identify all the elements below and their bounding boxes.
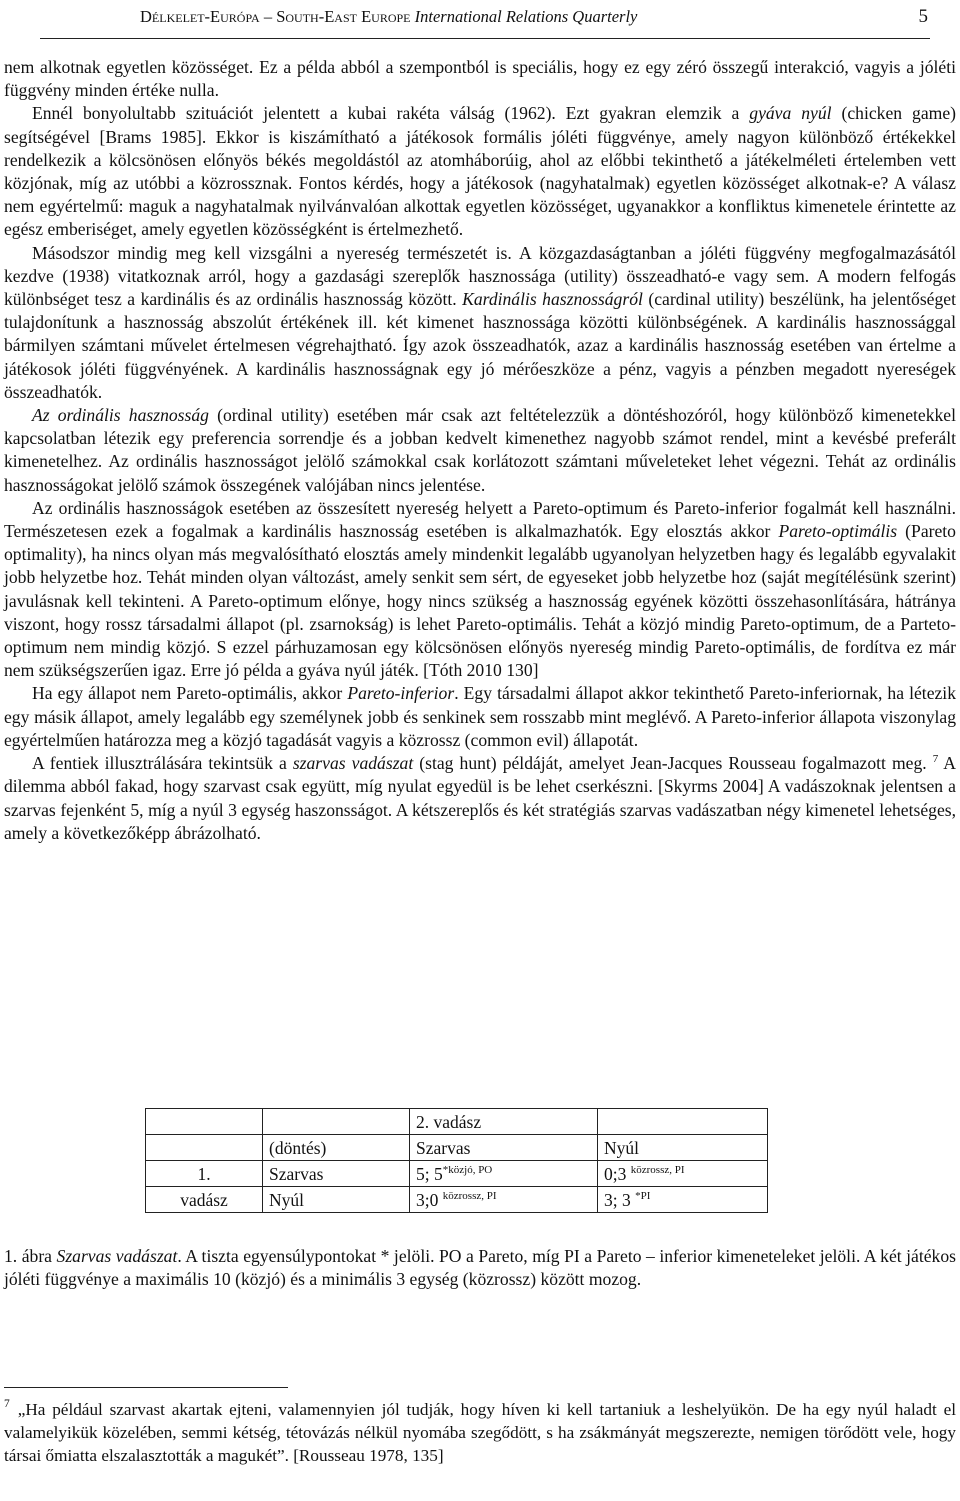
column-player-label: 2. vadász [410, 1109, 598, 1135]
table-cell: Szarvas [263, 1161, 410, 1187]
figure-caption: 1. ábra Szarvas vadászat. A tiszta egyensúlypontokat * jelöli. PO a Pareto, míg PI a Pareto – inferior kimeneteleket jelöli. A két játékos jóléti függvénye a maximális 10 (közjó) és a minimális 3 egység (közrossz) között mozog. [4, 1246, 956, 1290]
footnote-ref[interactable]: 7 [932, 753, 939, 766]
paragraph: Ennél bonyolultabb szituációt jelentett a kubai rakéta válság (1962). Ezt gyakran elemzik a gyáva nyúl (chicken game) segítségével [Brams 1985]. Ekkor is kiszámítható a játékosok formális jóléti függvénye, amely nagyon különböző értékekkel rendelkezik a kölcsönösen előnyös békés megoldástól az atomháborúig, ahol az előbbi tekinthető a játékelméleti értelemben vett közjónak, míg az utóbbi a közrossznak. Fontos kérdés, hogy a játékosok (nagyhatalmak) egyetlen közösséget alkotnak-e? A válasz nem egyértelmű: maguk a nagyhatalmak nyilvánvalóan alkottak egyetlen közösséget, ugyanakkor a konfliktus kimenetele érintette az egész emberiséget, amely egyetlen közösségként is értelmezhető. [4, 103, 957, 240]
table-row [146, 1161, 768, 1187]
footnote-separator [4, 1387, 288, 1388]
table-cell: (döntés) [263, 1135, 410, 1161]
paragraph: Az ordinális hasznosság (ordinal utility) esetében már csak azt feltételezzük a döntéshozóról, hogy különböző kimenetekkel kapcsolatban létezik egy preferencia sorrendje és a jobban kedvelt kimenethez nagyobb számot rendel, mint a kevésbé preferált kimenetelhez. Az ordinális hasznosságot jelölő számokkal csak korlátozott számtani műveleteket lehet végezni. Tehát az ordinális hasznosságokat jelölő számok összegének valójában nincs jelentése. [4, 405, 956, 495]
payoff-cell: 3;0 $^{közrossz, PI}$ [410, 1187, 598, 1213]
table-row [146, 1135, 768, 1161]
payoff-cell: 5; $5^{*közjó, PO}$ [410, 1161, 598, 1187]
table-cell: Nyúl [263, 1187, 410, 1213]
running-header [40, 4, 930, 39]
paragraph: Ha egy állapot nem Pareto-optimális, akkor Pareto-inferior. Egy társadalmi állapot akkor tekinthető Pareto-inferiornak, ha létezik egy másik állapot, amely legalább egy személynek jobb és senkinek sem rosszabb mint meglévő. A Pareto-inferior állapota viszonylag egyértelműen határozza meg a közjó tagadását vagyis a közrossz (common evil) állapotát. [4, 683, 956, 750]
row-player-label: 1. [146, 1161, 263, 1187]
body-text [4, 56, 956, 845]
row-player-label: vadász [146, 1187, 263, 1213]
footnote-number: 7 [4, 1398, 10, 1410]
payoff-cell: 3; 3 $^{*PI}$ [598, 1187, 768, 1213]
footnote: $^7$ „Ha például szarvast akartak ejteni, valamennyien jól tudják, hogy híven ki kell tartaniuk a leshelyükön. De ha egy nyúl haladt el valamelyikük közelében, semmi kétség, tétovázás nélkül nyomába szegődött, s ha zsákmányát megszerezte, nemigen törődött vele, hogy társai őmiatta elszalasztották a magukét”. [Rousseau 1978, 135] [4, 1398, 956, 1465]
paragraph: A fentiek illusztrálására tekintsük a szarvas vadászat (stag hunt) példáját, amelyet Jean-Jacques Rousseau fogalmazott meg. $^7$ A dilemma abból fakad, hogy szarvast csak együtt, míg nyulat egyedül is be lehet cserkészni. [Skyrms 2004] A vadászoknak jelentsen a szarvas fejenként 5, míg a nyúl 3 egység haszonsságot. A kétszereplős és két stratégiás szarvas vadászatban négy kimenetel lehetséges, amely a következőképp ábrázolható. [4, 753, 956, 843]
payoff-cell: 0;3 $^{közrossz, PI}$ [598, 1161, 768, 1187]
table-cell: Szarvas [410, 1135, 598, 1161]
table-row [146, 1109, 768, 1135]
table-row [146, 1187, 768, 1213]
stag-hunt-table [145, 1108, 768, 1213]
paragraph: nem alkotnak egyetlen közösséget. Ez a példa abból a szempontból is speciális, hogy ez egy zéró összegű interakció, vagyis a jóléti függvény minden értéke nulla. [4, 57, 956, 101]
table-cell: Nyúl [598, 1135, 768, 1161]
paragraph: Az ordinális hasznosságok esetében az összesített nyereség helyett a Pareto-optimum és Pareto-inferior fogalmát kell használni. Természetesen ezek a fogalmak a kardinális hasznosság esetében is alkalmazhatók. Egy elosztás akkor Pareto-optimális (Pareto optimality), ha nincs olyan más megvalósítható elosztás amely mindenkit legalább ugyanolyan helyzetben hagy és legalább egyvalakit jobb helyzetbe hoz. Tehát minden olyan változást, amely senkit sem sért, de egyeseket jobb helyzetbe hoz (saját megítélésünk szerint) javulásnak kell tekinteni. A Pareto-optimum előnye, hogy nincs szükség a hasznosság egyének közötti összehasonlítására, hátránya viszont, hogy rossz társadalmi állapot (pl. zsarnokság) is lehet Pareto-optimális. Tehát a közjó mindig Pareto-optimum, de a Parteto-optimum nem mindig közjó. S ezzel párhuzamosan egy kölcsönösen előnyös nyereség mindig Pareto-optimális, de fordítva ez már nem szükségszerűen igaz. Erre jó példa a gyáva nyúl játék. [Tóth 2010 130] [4, 497, 956, 681]
page-number: 5 [918, 6, 928, 27]
paragraph: Másodszor mindig meg kell vizsgálni a nyereség természetét is. A közgazdaságtanban a jóléti függvény megfogalmazásától kezdve (1938) vitatkoznak arról, hogy a gazdasági szereplők hasznossága (utility) összeadható-e vagy sem. A modern felfogás különbséget tesz a kardinális és az ordinális hasznosság között. Kardinális hasznosságról (cardinal utility) beszélünk, ha jelentőséget tulajdonítunk a hasznosság abszolút értékének ill. két kimenet hasznossága közötti különbségének. A kardinális hasznossággal bármilyen számtani művelet értelmesen végrehajtható. Így azok összeadhatók, azaz a kardinális hasznosság esetében van értelme a játékosok jóléti függvényének. A kardinális hasznosságnak egy jó mérőeszköze a pénz, vagyis a pénzben megadott nyereségek összeadhatók. [4, 242, 956, 402]
journal-title: Délkelet-Európa – South-East Europe International Relations Quarterly [140, 7, 638, 26]
